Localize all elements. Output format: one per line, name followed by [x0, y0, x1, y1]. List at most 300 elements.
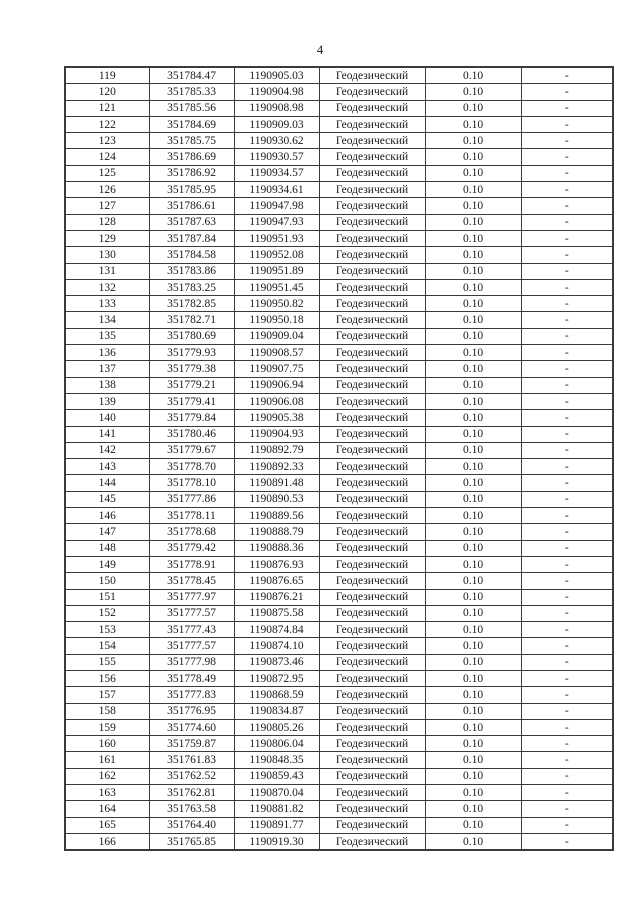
x-coordinate-cell: 351778.91 — [149, 556, 234, 572]
table-row — [65, 833, 613, 850]
y-coordinate-cell: 1190868.59 — [234, 687, 319, 703]
point-number-cell: 135 — [65, 328, 149, 344]
accuracy-cell: 0.10 — [425, 638, 521, 654]
point-number-cell: 143 — [65, 459, 149, 475]
method-cell: Геодезический — [319, 573, 425, 589]
accuracy-cell: 0.10 — [425, 312, 521, 328]
description-cell: - — [521, 198, 613, 214]
description-cell: - — [521, 622, 613, 638]
x-coordinate-cell: 351774.60 — [149, 719, 234, 735]
accuracy-cell: 0.10 — [425, 377, 521, 393]
point-number-cell: 163 — [65, 785, 149, 801]
table-row — [65, 247, 613, 263]
accuracy-cell: 0.10 — [425, 833, 521, 850]
method-cell: Геодезический — [319, 182, 425, 198]
y-coordinate-cell: 1190947.98 — [234, 198, 319, 214]
accuracy-cell: 0.10 — [425, 263, 521, 279]
description-cell: - — [521, 833, 613, 850]
x-coordinate-cell: 351777.98 — [149, 654, 234, 670]
table-row — [65, 752, 613, 768]
x-coordinate-cell: 351777.97 — [149, 589, 234, 605]
point-number-cell: 165 — [65, 817, 149, 833]
x-coordinate-cell: 351779.42 — [149, 540, 234, 556]
x-coordinate-cell: 351759.87 — [149, 736, 234, 752]
description-cell: - — [521, 475, 613, 491]
x-coordinate-cell: 351786.92 — [149, 165, 234, 181]
y-coordinate-cell: 1190888.79 — [234, 524, 319, 540]
table-row — [65, 133, 613, 149]
table-row — [65, 589, 613, 605]
x-coordinate-cell: 351780.69 — [149, 328, 234, 344]
y-coordinate-cell: 1190919.30 — [234, 833, 319, 850]
y-coordinate-cell: 1190951.45 — [234, 279, 319, 295]
table-row — [65, 279, 613, 295]
x-coordinate-cell: 351777.57 — [149, 605, 234, 621]
accuracy-cell: 0.10 — [425, 230, 521, 246]
description-cell: - — [521, 426, 613, 442]
description-cell: - — [521, 214, 613, 230]
table-row — [65, 524, 613, 540]
method-cell: Геодезический — [319, 475, 425, 491]
description-cell: - — [521, 345, 613, 361]
table-row — [65, 817, 613, 833]
table-row — [65, 736, 613, 752]
description-cell: - — [521, 377, 613, 393]
x-coordinate-cell: 351784.58 — [149, 247, 234, 263]
table-row — [65, 296, 613, 312]
table-row — [65, 508, 613, 524]
point-number-cell: 133 — [65, 296, 149, 312]
y-coordinate-cell: 1190870.04 — [234, 785, 319, 801]
x-coordinate-cell: 351785.95 — [149, 182, 234, 198]
table-row — [65, 230, 613, 246]
accuracy-cell: 0.10 — [425, 752, 521, 768]
table-row — [65, 475, 613, 491]
point-number-cell: 164 — [65, 801, 149, 817]
description-cell: - — [521, 556, 613, 572]
y-coordinate-cell: 1190952.08 — [234, 247, 319, 263]
accuracy-cell: 0.10 — [425, 719, 521, 735]
description-cell: - — [521, 687, 613, 703]
y-coordinate-cell: 1190875.58 — [234, 605, 319, 621]
accuracy-cell: 0.10 — [425, 279, 521, 295]
description-cell: - — [521, 279, 613, 295]
description-cell: - — [521, 296, 613, 312]
table-row — [65, 622, 613, 638]
description-cell: - — [521, 491, 613, 507]
y-coordinate-cell: 1190888.36 — [234, 540, 319, 556]
accuracy-cell: 0.10 — [425, 589, 521, 605]
y-coordinate-cell: 1190950.82 — [234, 296, 319, 312]
description-cell: - — [521, 149, 613, 165]
y-coordinate-cell: 1190834.87 — [234, 703, 319, 719]
table-row — [65, 182, 613, 198]
accuracy-cell: 0.10 — [425, 785, 521, 801]
method-cell: Геодезический — [319, 833, 425, 850]
table-row — [65, 149, 613, 165]
accuracy-cell: 0.10 — [425, 198, 521, 214]
point-number-cell: 148 — [65, 540, 149, 556]
method-cell: Геодезический — [319, 149, 425, 165]
table-row — [65, 426, 613, 442]
x-coordinate-cell: 351785.56 — [149, 100, 234, 116]
y-coordinate-cell: 1190906.08 — [234, 393, 319, 409]
description-cell: - — [521, 670, 613, 686]
accuracy-cell: 0.10 — [425, 133, 521, 149]
accuracy-cell: 0.10 — [425, 345, 521, 361]
x-coordinate-cell: 351784.47 — [149, 67, 234, 84]
method-cell: Геодезический — [319, 654, 425, 670]
y-coordinate-cell: 1190934.57 — [234, 165, 319, 181]
description-cell: - — [521, 312, 613, 328]
point-number-cell: 154 — [65, 638, 149, 654]
method-cell: Геодезический — [319, 556, 425, 572]
method-cell: Геодезический — [319, 100, 425, 116]
y-coordinate-cell: 1190904.93 — [234, 426, 319, 442]
x-coordinate-cell: 351779.41 — [149, 393, 234, 409]
table-row — [65, 719, 613, 735]
description-cell: - — [521, 638, 613, 654]
method-cell: Геодезический — [319, 67, 425, 84]
table-row — [65, 638, 613, 654]
description-cell: - — [521, 133, 613, 149]
y-coordinate-cell: 1190950.18 — [234, 312, 319, 328]
table-row — [65, 785, 613, 801]
point-number-cell: 146 — [65, 508, 149, 524]
method-cell: Геодезический — [319, 393, 425, 409]
accuracy-cell: 0.10 — [425, 393, 521, 409]
description-cell: - — [521, 736, 613, 752]
x-coordinate-cell: 351784.69 — [149, 116, 234, 132]
point-number-cell: 155 — [65, 654, 149, 670]
y-coordinate-cell: 1190805.26 — [234, 719, 319, 735]
method-cell: Геодезический — [319, 801, 425, 817]
x-coordinate-cell: 351780.46 — [149, 426, 234, 442]
point-number-cell: 138 — [65, 377, 149, 393]
table-row — [65, 670, 613, 686]
method-cell: Геодезический — [319, 687, 425, 703]
method-cell: Геодезический — [319, 524, 425, 540]
point-number-cell: 139 — [65, 393, 149, 409]
accuracy-cell: 0.10 — [425, 670, 521, 686]
description-cell: - — [521, 540, 613, 556]
table-row — [65, 605, 613, 621]
description-cell: - — [521, 654, 613, 670]
description-cell: - — [521, 752, 613, 768]
point-number-cell: 125 — [65, 165, 149, 181]
table-row — [65, 263, 613, 279]
table-row — [65, 687, 613, 703]
description-cell: - — [521, 165, 613, 181]
coordinates-table-body — [65, 67, 613, 850]
point-number-cell: 120 — [65, 84, 149, 100]
table-row — [65, 198, 613, 214]
method-cell: Геодезический — [319, 84, 425, 100]
description-cell: - — [521, 785, 613, 801]
description-cell: - — [521, 100, 613, 116]
accuracy-cell: 0.10 — [425, 100, 521, 116]
x-coordinate-cell: 351763.58 — [149, 801, 234, 817]
x-coordinate-cell: 351786.61 — [149, 198, 234, 214]
accuracy-cell: 0.10 — [425, 491, 521, 507]
method-cell: Геодезический — [319, 736, 425, 752]
method-cell: Геодезический — [319, 785, 425, 801]
point-number-cell: 151 — [65, 589, 149, 605]
point-number-cell: 149 — [65, 556, 149, 572]
point-number-cell: 152 — [65, 605, 149, 621]
x-coordinate-cell: 351785.75 — [149, 133, 234, 149]
point-number-cell: 144 — [65, 475, 149, 491]
x-coordinate-cell: 351779.84 — [149, 410, 234, 426]
method-cell: Геодезический — [319, 410, 425, 426]
y-coordinate-cell: 1190891.48 — [234, 475, 319, 491]
point-number-cell: 123 — [65, 133, 149, 149]
x-coordinate-cell: 351776.95 — [149, 703, 234, 719]
method-cell: Геодезический — [319, 622, 425, 638]
table-row — [65, 361, 613, 377]
table-row — [65, 345, 613, 361]
point-number-cell: 153 — [65, 622, 149, 638]
method-cell: Геодезический — [319, 752, 425, 768]
point-number-cell: 162 — [65, 768, 149, 784]
description-cell: - — [521, 573, 613, 589]
point-number-cell: 157 — [65, 687, 149, 703]
table-row — [65, 100, 613, 116]
table-row — [65, 654, 613, 670]
x-coordinate-cell: 351778.11 — [149, 508, 234, 524]
point-number-cell: 160 — [65, 736, 149, 752]
x-coordinate-cell: 351762.81 — [149, 785, 234, 801]
x-coordinate-cell: 351778.10 — [149, 475, 234, 491]
x-coordinate-cell: 351782.71 — [149, 312, 234, 328]
y-coordinate-cell: 1190934.61 — [234, 182, 319, 198]
description-cell: - — [521, 589, 613, 605]
method-cell: Геодезический — [319, 508, 425, 524]
x-coordinate-cell: 351777.57 — [149, 638, 234, 654]
y-coordinate-cell: 1190873.46 — [234, 654, 319, 670]
description-cell: - — [521, 328, 613, 344]
y-coordinate-cell: 1190947.93 — [234, 214, 319, 230]
x-coordinate-cell: 351787.63 — [149, 214, 234, 230]
method-cell: Геодезический — [319, 279, 425, 295]
y-coordinate-cell: 1190876.93 — [234, 556, 319, 572]
description-cell: - — [521, 442, 613, 458]
accuracy-cell: 0.10 — [425, 540, 521, 556]
x-coordinate-cell: 351779.38 — [149, 361, 234, 377]
accuracy-cell: 0.10 — [425, 410, 521, 426]
description-cell: - — [521, 230, 613, 246]
description-cell: - — [521, 459, 613, 475]
accuracy-cell: 0.10 — [425, 654, 521, 670]
method-cell: Геодезический — [319, 214, 425, 230]
accuracy-cell: 0.10 — [425, 768, 521, 784]
method-cell: Геодезический — [319, 768, 425, 784]
accuracy-cell: 0.10 — [425, 703, 521, 719]
y-coordinate-cell: 1190907.75 — [234, 361, 319, 377]
y-coordinate-cell: 1190859.43 — [234, 768, 319, 784]
description-cell: - — [521, 84, 613, 100]
x-coordinate-cell: 351785.33 — [149, 84, 234, 100]
x-coordinate-cell: 351765.85 — [149, 833, 234, 850]
table-row — [65, 491, 613, 507]
table-row — [65, 801, 613, 817]
y-coordinate-cell: 1190872.95 — [234, 670, 319, 686]
method-cell: Геодезический — [319, 491, 425, 507]
accuracy-cell: 0.10 — [425, 524, 521, 540]
description-cell: - — [521, 801, 613, 817]
method-cell: Геодезический — [319, 426, 425, 442]
page-number: 4 — [316, 42, 324, 57]
method-cell: Геодезический — [319, 442, 425, 458]
point-number-cell: 159 — [65, 719, 149, 735]
x-coordinate-cell: 351778.70 — [149, 459, 234, 475]
point-number-cell: 128 — [65, 214, 149, 230]
method-cell: Геодезический — [319, 817, 425, 833]
accuracy-cell: 0.10 — [425, 84, 521, 100]
accuracy-cell: 0.10 — [425, 67, 521, 84]
method-cell: Геодезический — [319, 328, 425, 344]
x-coordinate-cell: 351778.68 — [149, 524, 234, 540]
table-row — [65, 768, 613, 784]
table-row — [65, 442, 613, 458]
accuracy-cell: 0.10 — [425, 459, 521, 475]
y-coordinate-cell: 1190874.84 — [234, 622, 319, 638]
point-number-cell: 166 — [65, 833, 149, 850]
table-row — [65, 540, 613, 556]
table-row — [65, 312, 613, 328]
x-coordinate-cell: 351777.83 — [149, 687, 234, 703]
table-row — [65, 165, 613, 181]
point-number-cell: 124 — [65, 149, 149, 165]
table-row — [65, 214, 613, 230]
table-row — [65, 556, 613, 572]
y-coordinate-cell: 1190951.89 — [234, 263, 319, 279]
accuracy-cell: 0.10 — [425, 556, 521, 572]
method-cell: Геодезический — [319, 296, 425, 312]
method-cell: Геодезический — [319, 703, 425, 719]
accuracy-cell: 0.10 — [425, 182, 521, 198]
point-number-cell: 150 — [65, 573, 149, 589]
y-coordinate-cell: 1190905.03 — [234, 67, 319, 84]
x-coordinate-cell: 351783.86 — [149, 263, 234, 279]
y-coordinate-cell: 1190891.77 — [234, 817, 319, 833]
point-number-cell: 137 — [65, 361, 149, 377]
description-cell: - — [521, 393, 613, 409]
method-cell: Геодезический — [319, 589, 425, 605]
x-coordinate-cell: 351777.86 — [149, 491, 234, 507]
y-coordinate-cell: 1190909.03 — [234, 116, 319, 132]
y-coordinate-cell: 1190908.98 — [234, 100, 319, 116]
point-number-cell: 130 — [65, 247, 149, 263]
table-row — [65, 67, 613, 84]
y-coordinate-cell: 1190881.82 — [234, 801, 319, 817]
point-number-cell: 121 — [65, 100, 149, 116]
point-number-cell: 140 — [65, 410, 149, 426]
method-cell: Геодезический — [319, 459, 425, 475]
x-coordinate-cell: 351778.49 — [149, 670, 234, 686]
y-coordinate-cell: 1190892.33 — [234, 459, 319, 475]
y-coordinate-cell: 1190909.04 — [234, 328, 319, 344]
point-number-cell: 147 — [65, 524, 149, 540]
point-number-cell: 122 — [65, 116, 149, 132]
accuracy-cell: 0.10 — [425, 116, 521, 132]
accuracy-cell: 0.10 — [425, 573, 521, 589]
method-cell: Геодезический — [319, 345, 425, 361]
description-cell: - — [521, 703, 613, 719]
y-coordinate-cell: 1190848.35 — [234, 752, 319, 768]
y-coordinate-cell: 1190904.98 — [234, 84, 319, 100]
table-row — [65, 393, 613, 409]
x-coordinate-cell: 351779.67 — [149, 442, 234, 458]
x-coordinate-cell: 351761.83 — [149, 752, 234, 768]
accuracy-cell: 0.10 — [425, 361, 521, 377]
x-coordinate-cell: 351777.43 — [149, 622, 234, 638]
table-row — [65, 116, 613, 132]
point-number-cell: 134 — [65, 312, 149, 328]
accuracy-cell: 0.10 — [425, 475, 521, 491]
method-cell: Геодезический — [319, 263, 425, 279]
accuracy-cell: 0.10 — [425, 605, 521, 621]
description-cell: - — [521, 182, 613, 198]
accuracy-cell: 0.10 — [425, 442, 521, 458]
x-coordinate-cell: 351778.45 — [149, 573, 234, 589]
table-row — [65, 84, 613, 100]
method-cell: Геодезический — [319, 312, 425, 328]
method-cell: Геодезический — [319, 165, 425, 181]
y-coordinate-cell: 1190890.53 — [234, 491, 319, 507]
method-cell: Геодезический — [319, 247, 425, 263]
point-number-cell: 132 — [65, 279, 149, 295]
description-cell: - — [521, 67, 613, 84]
x-coordinate-cell: 351783.25 — [149, 279, 234, 295]
accuracy-cell: 0.10 — [425, 622, 521, 638]
description-cell: - — [521, 817, 613, 833]
y-coordinate-cell: 1190806.04 — [234, 736, 319, 752]
description-cell: - — [521, 410, 613, 426]
table-row — [65, 459, 613, 475]
accuracy-cell: 0.10 — [425, 328, 521, 344]
method-cell: Геодезический — [319, 670, 425, 686]
x-coordinate-cell: 351764.40 — [149, 817, 234, 833]
method-cell: Геодезический — [319, 605, 425, 621]
y-coordinate-cell: 1190905.38 — [234, 410, 319, 426]
accuracy-cell: 0.10 — [425, 426, 521, 442]
y-coordinate-cell: 1190876.65 — [234, 573, 319, 589]
point-number-cell: 142 — [65, 442, 149, 458]
point-number-cell: 145 — [65, 491, 149, 507]
point-number-cell: 156 — [65, 670, 149, 686]
method-cell: Геодезический — [319, 719, 425, 735]
x-coordinate-cell: 351786.69 — [149, 149, 234, 165]
y-coordinate-cell: 1190908.57 — [234, 345, 319, 361]
description-cell: - — [521, 247, 613, 263]
y-coordinate-cell: 1190930.62 — [234, 133, 319, 149]
coordinates-table — [64, 66, 614, 851]
x-coordinate-cell: 351762.52 — [149, 768, 234, 784]
y-coordinate-cell: 1190876.21 — [234, 589, 319, 605]
point-number-cell: 161 — [65, 752, 149, 768]
description-cell: - — [521, 116, 613, 132]
point-number-cell: 158 — [65, 703, 149, 719]
point-number-cell: 136 — [65, 345, 149, 361]
accuracy-cell: 0.10 — [425, 149, 521, 165]
point-number-cell: 119 — [65, 67, 149, 84]
description-cell: - — [521, 768, 613, 784]
y-coordinate-cell: 1190951.93 — [234, 230, 319, 246]
table-row — [65, 328, 613, 344]
description-cell: - — [521, 524, 613, 540]
description-cell: - — [521, 605, 613, 621]
